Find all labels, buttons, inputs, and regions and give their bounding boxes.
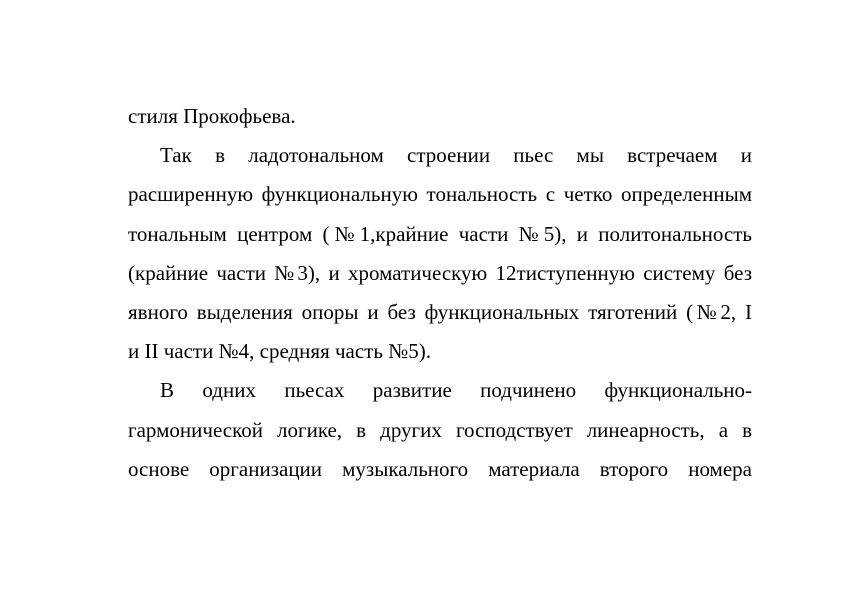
text-line: гармонической логике, в других господствует линеарность, а в bbox=[128, 417, 752, 442]
text-line: стиля Прокофьева. bbox=[128, 104, 296, 128]
text-line: расширенную функциональную тональность с четко определенным bbox=[128, 182, 752, 207]
text-line: явного выделения опоры и без функциональных тяготений (№2, I bbox=[128, 299, 752, 324]
text-line: Так в ладотональном строении пьес мы встречаем и bbox=[160, 143, 752, 168]
body-text bbox=[128, 97, 752, 489]
text-line: тональным центром (№1,крайние части №5), и политональность bbox=[128, 221, 752, 246]
text-line: (крайние части №3), и хроматическую 12тиступенную систему без bbox=[128, 260, 752, 285]
text-line: и II части №4, средняя часть №5). bbox=[128, 339, 431, 364]
text-line: основе организации музыкального материала второго номера bbox=[128, 456, 752, 481]
text-line: В одних пьесах развитие подчинено функционально- bbox=[160, 378, 752, 403]
